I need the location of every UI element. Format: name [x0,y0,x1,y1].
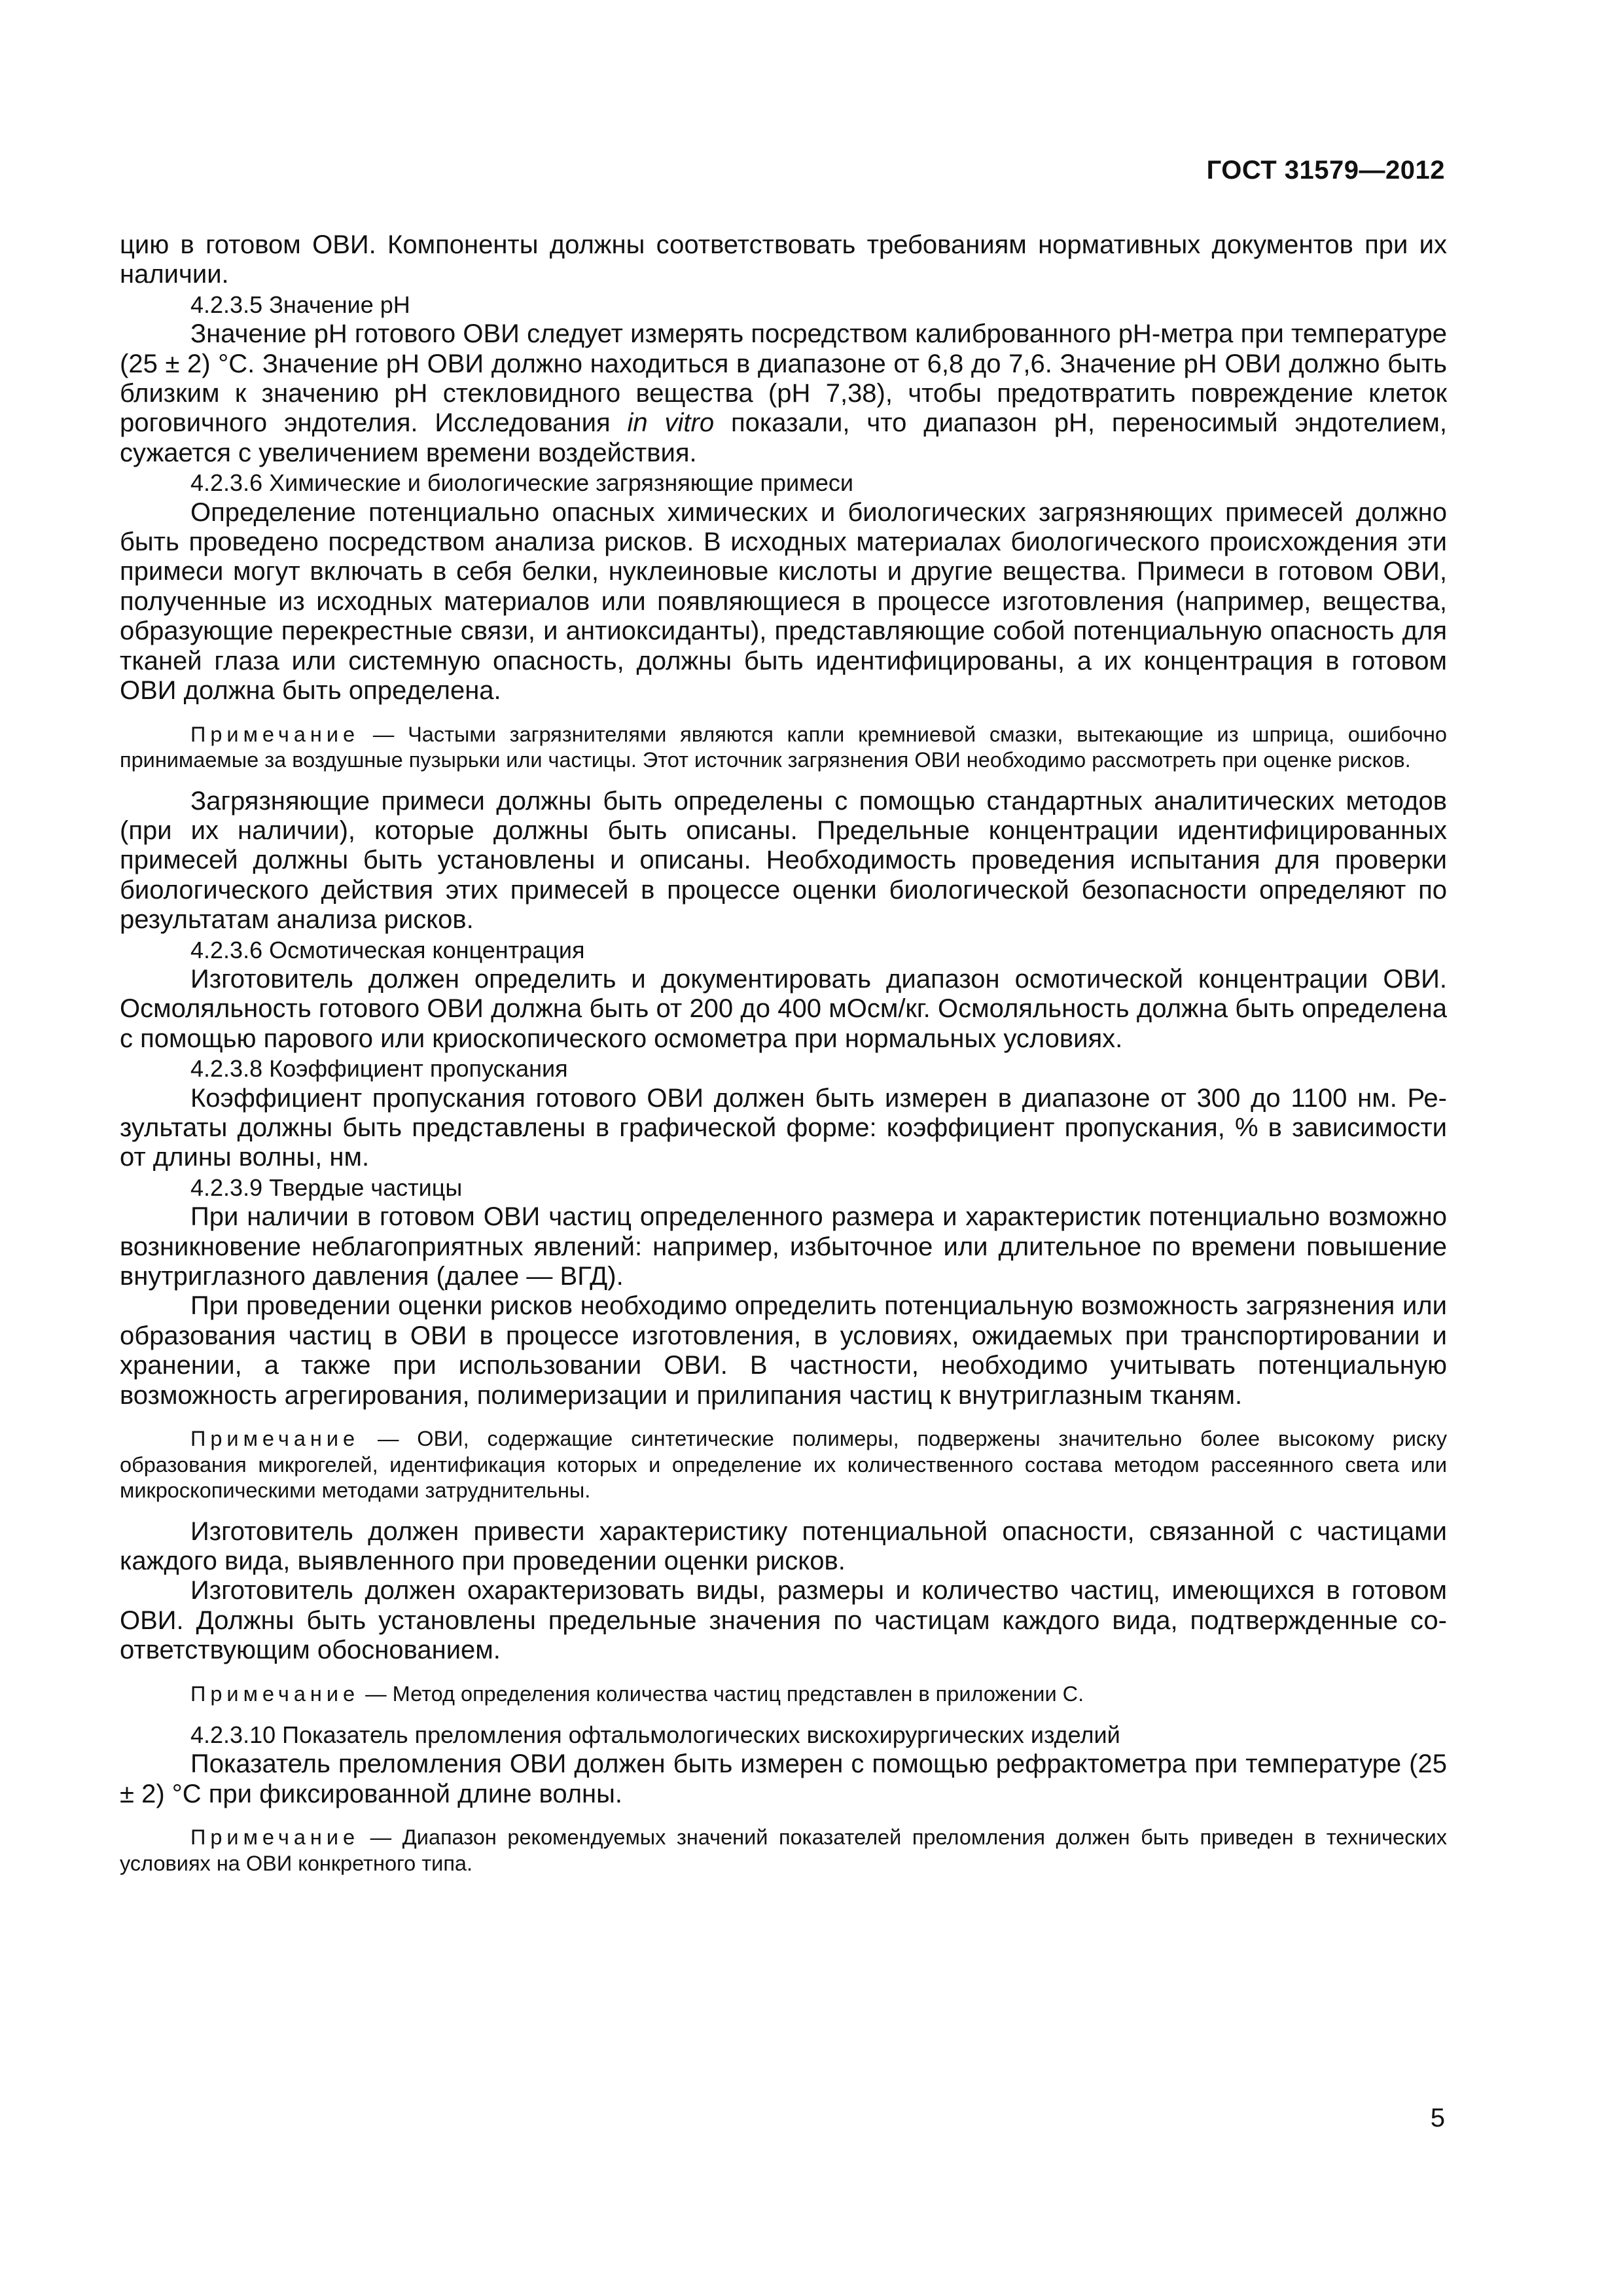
note-label: Примечание [190,722,360,746]
section-4-2-3-8-text: Коэффициент пропускания готового ОВИ должен быть измерен в диапазоне от 300 до 1100 нм. Результаты должны быть представлены в графической форме: коэффициент пропускания, % в зависимости от длины волны, нм. [120,1083,1447,1172]
section-4-2-3-9-text-2: При проведении оценки рисков необходимо определить потенциальную возможность загрязнения или образования частиц в ОВИ в процессе изготовления, в условиях, ожидаемых при транспортировании и хранении, а также при использовании ОВИ. В частности, необходимо учитывать потенциальную возможность агрегирования, полимеризации и прилипания частиц к внутриглазным тканям. [120,1291,1447,1410]
section-4-2-3-6-impurities-text: Определение потенциально опасных химических и биологических загрязняющих примесей должно быть проведено посредством анализа рисков. В исходных материалах биологического происхождения эти примеси могут включать в себя белки, нуклеиновые кислоты и другие вещества. Примеси в готовом ОВИ, полученные из исходных материалов или появляющиеся в процессе изготовления (например, вещества, образующие перекрестные связи, и антиоксиданты), представляющие собой потенциальную опасность для тканей глаза или системную опасность, должны быть идентифицированы, а их концентрация в готовом ОВИ должна быть определена. [120,497,1447,706]
note-text: — Частыми загрязнителями являются капли кремниевой смазки, вытекающие из шприца, ошибочно принимаемые за воздушные пузырьки или частицы. Этот источник загрязнения ОВИ необходимо рассмотреть при оценке рисков. [120,722,1447,772]
note-silicone-contaminants [120,722,1447,774]
note-text: — ОВИ, содержащие синтетические полимеры, подвержены значительно более высокому риску образования микрогелей, идентификация которых и определение их количественного состава методом рассеянного света или микроскопическими методами затруднительны. [120,1427,1447,1503]
paragraph-continuation: цию в готовом ОВИ. Компоненты должны соответствовать требованиям нормативных документов при их наличии. [120,230,1447,289]
note-label: Примечание [190,1681,360,1706]
note-label: Примечание [190,1427,360,1451]
note-text: — Метод определения количества частиц представлен в приложении С. [359,1681,1084,1706]
section-4-2-3-9-heading: 4.2.3.9 Твердые частицы [190,1174,463,1201]
section-4-2-3-9-text-1: При наличии в готовом ОВИ частиц определенного размера и характеристик потенциально возможно возникновение неблагоприятных явлений: например, избыточное или длительное по времени повышение внутриглазного давления (далее — ВГД). [120,1202,1447,1291]
section-4-2-3-5-text-start: Значение pH готового ОВИ следует измерять посредством калиброванного pH-метра при температуре (25 ± 2) °С. Значение pH ОВИ должно находиться в диапазоне от 6,8 до 7,6. Значение pH ОВИ должно быть близким к значению pH стекловидного вещества (pH 7,38), чтобы предотвратить повреждение клеток роговичного эндотелия. Исследования [120,319,1447,438]
in-vitro-term: in vitro [627,408,715,438]
standard-code-header: ГОСТ 31579—2012 [1206,156,1445,185]
section-4-2-3-9-text-3: Изготовитель должен привести характеристику потенциальной опасности, связанной с частицами каждого вида, выявленного при проведении оценки рисков. [120,1516,1447,1575]
section-4-2-3-6-osmotic-heading: 4.2.3.6 Осмотическая концентрация [190,936,585,963]
page-number: 5 [1430,2104,1445,2132]
section-4-2-3-5-heading: 4.2.3.5 Значение pH [190,291,410,318]
note-synthetic-polymers [120,1426,1447,1504]
section-4-2-3-10-heading: 4.2.3.10 Показатель преломления офтальмологических вискохирургических изделий [190,1721,1120,1749]
section-4-2-3-8-heading: 4.2.3.8 Коэффициент пропускания [190,1055,568,1083]
section-4-2-3-6-impurities-text-2: Загрязняющие примеси должны быть определены с помощью стандартных аналитических методов (при их наличии), которые должны быть описаны. Предельные концентрации идентифицированных примесей должны быть установлены и описаны. Необходимость проведения испытания для проверки биологического действия этих примесей в процессе оценки биологической безопасности определяют по результатам анализа рисков. [120,786,1447,935]
section-4-2-3-10-text: Показатель преломления ОВИ должен быть измерен с помощью рефрактометра при температуре (25 ± 2) °С при фиксированной длине волны. [120,1749,1447,1808]
section-4-2-3-5-text [120,319,1447,468]
note-particle-count-method [120,1681,1447,1708]
note-label: Примечание [190,1825,360,1850]
page-content [120,230,1447,1876]
section-4-2-3-9-text-4: Изготовитель должен охарактеризовать виды, размеры и количество частиц, имеющихся в готовом ОВИ. Должны быть установлены предельные значения по частицам каждого вида, подтвержденные соответствующим обоснованием. [120,1576,1447,1665]
section-4-2-3-6-impurities-heading: 4.2.3.6 Химические и биологические загрязняющие примеси [190,469,854,497]
note-text: — Диапазон рекомендуемых значений показателей преломления должен быть приведен в технических условиях на ОВИ конкретного типа. [120,1825,1447,1875]
section-4-2-3-6-osmotic-text: Изготовитель должен определить и документировать диапазон осмотической концентрации ОВИ. Осмоляльность готового ОВИ должна быть от 200 до 400 мОсм/кг. Осмоляльность должна быть определена с помощью парового или криоскопического осмометра при нормальных условиях. [120,964,1447,1053]
note-refraction-range [120,1825,1447,1876]
section-4-2-3-5-text-end: показали, что диапазон pH, переносимый эндотелием, сужается с увеличением времени воздействия. [120,408,1448,467]
